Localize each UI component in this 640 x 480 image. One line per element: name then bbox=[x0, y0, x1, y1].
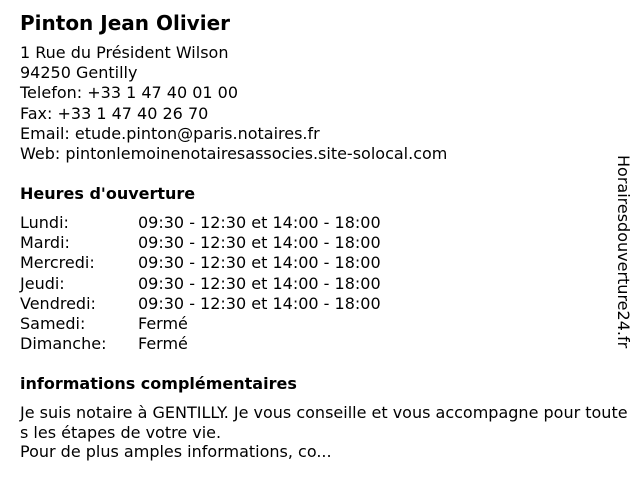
phone: Telefon: +33 1 47 40 01 00 bbox=[20, 83, 239, 103]
hours-day: Dimanche: bbox=[20, 334, 107, 354]
hours-time: Fermé bbox=[138, 313, 188, 333]
info-paragraph: Je suis notaire à GENTILLY. Je vous conseille et vous accompagne pour toutes les étapes de votre vie. bbox=[20, 403, 628, 442]
info-heading: informations complémentaires bbox=[20, 374, 297, 393]
contact-block bbox=[20, 43, 447, 164]
hours-day: Mardi: bbox=[20, 233, 70, 253]
hours-day: Samedi: bbox=[20, 313, 86, 333]
hours-time: 09:30 - 12:30 et 14:00 - 18:00 bbox=[138, 233, 381, 253]
watermark-text: Horairesdouverture24.fr bbox=[614, 155, 633, 349]
email: Email: etude.pinton@paris.notaires.fr bbox=[20, 123, 320, 143]
hours-time: 09:30 - 12:30 et 14:00 - 18:00 bbox=[138, 273, 381, 293]
fax: Fax: +33 1 47 40 26 70 bbox=[20, 103, 209, 123]
hours-time: 09:30 - 12:30 et 14:00 - 18:00 bbox=[138, 253, 381, 273]
hours-time: 09:30 - 12:30 et 14:00 - 18:00 bbox=[138, 293, 381, 313]
hours-day: Mercredi: bbox=[20, 253, 95, 273]
address-line-2: 94250 Gentilly bbox=[20, 63, 138, 83]
hours-day: Vendredi: bbox=[20, 293, 96, 313]
hours-day: Lundi: bbox=[20, 213, 69, 232]
info-text bbox=[20, 403, 632, 462]
address-line-1: 1 Rue du Président Wilson bbox=[20, 43, 229, 62]
hours-time: 09:30 - 12:30 et 14:00 - 18:00 bbox=[138, 213, 381, 232]
info-paragraph-truncated: Pour de plus amples informations, co... bbox=[20, 442, 332, 461]
website: Web: pintonlemoinenotairesassocies.site-solocal.com bbox=[20, 144, 448, 164]
page-title: Pinton Jean Olivier bbox=[20, 11, 230, 35]
hours-day: Jeudi: bbox=[20, 273, 65, 293]
hours-time: Fermé bbox=[138, 334, 188, 354]
hours-heading: Heures d'ouverture bbox=[20, 184, 196, 203]
watermark bbox=[613, 136, 633, 368]
